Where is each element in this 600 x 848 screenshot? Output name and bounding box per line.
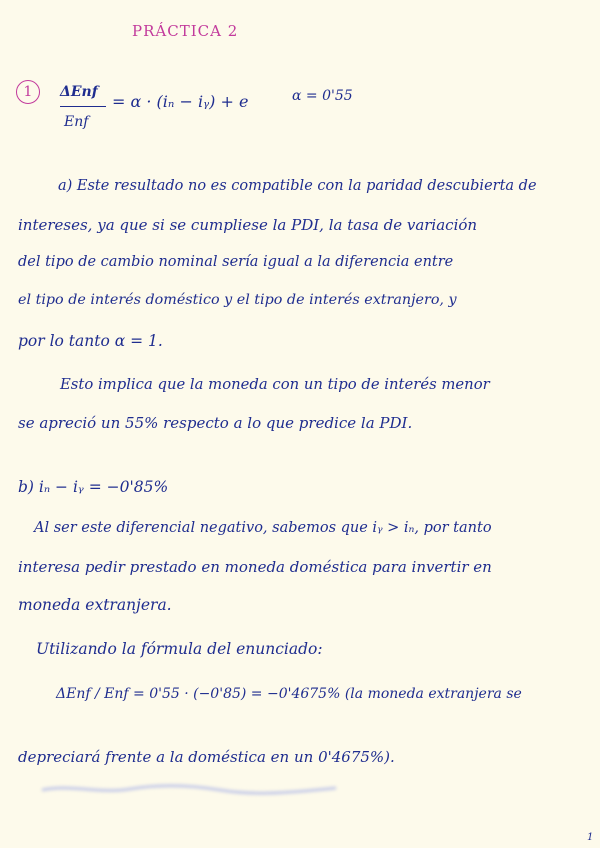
blurred-scribble-shape bbox=[40, 782, 340, 796]
text-line: a) Este resultado no es compatible con la paridad descubierta de bbox=[58, 178, 537, 194]
text-line: ΔEnf / Enf = 0'55 · (−0'85) = −0'4675% (la moneda extranjera se bbox=[56, 686, 522, 702]
fraction-bar bbox=[60, 106, 106, 107]
text-line: Utilizando la fórmula del enunciado: bbox=[36, 640, 323, 658]
alpha-value: α = 0'55 bbox=[292, 88, 353, 104]
formula-rhs: = α · (iₙ − iᵧ) + e bbox=[112, 92, 249, 111]
text-line: Esto implica que la moneda con un tipo de interés menor bbox=[60, 376, 490, 393]
text-line: b) iₙ − iᵧ = −0'85% bbox=[18, 478, 169, 496]
exercise-number-circle bbox=[16, 80, 40, 104]
blurred-scribble bbox=[40, 782, 340, 799]
text-line: por lo tanto α = 1. bbox=[18, 332, 163, 350]
exercise-number: 1 bbox=[23, 84, 33, 100]
text-line: se apreció un 55% respecto a lo que predice la PDI. bbox=[18, 414, 413, 432]
page-title: PRÁCTICA 2 bbox=[132, 22, 239, 40]
text-line: del tipo de cambio nominal sería igual a la diferencia entre bbox=[18, 254, 454, 270]
text-line: depreciará frente a la doméstica en un 0'4675%). bbox=[18, 748, 395, 766]
formula-numerator: ΔEnf bbox=[60, 84, 98, 100]
text-line: intereses, ya que si se cumpliese la PDI, la tasa de variación bbox=[18, 216, 478, 234]
page-number: 1 bbox=[587, 832, 594, 843]
text-line: interesa pedir prestado en moneda doméstica para invertir en bbox=[18, 558, 492, 576]
text-line: Al ser este diferencial negativo, sabemos que iᵧ > iₙ, por tanto bbox=[34, 520, 492, 536]
text-line: el tipo de interés doméstico y el tipo de interés extranjero, y bbox=[18, 292, 457, 308]
text-line: moneda extranjera. bbox=[18, 596, 172, 614]
formula-denominator: Enf bbox=[64, 114, 89, 130]
